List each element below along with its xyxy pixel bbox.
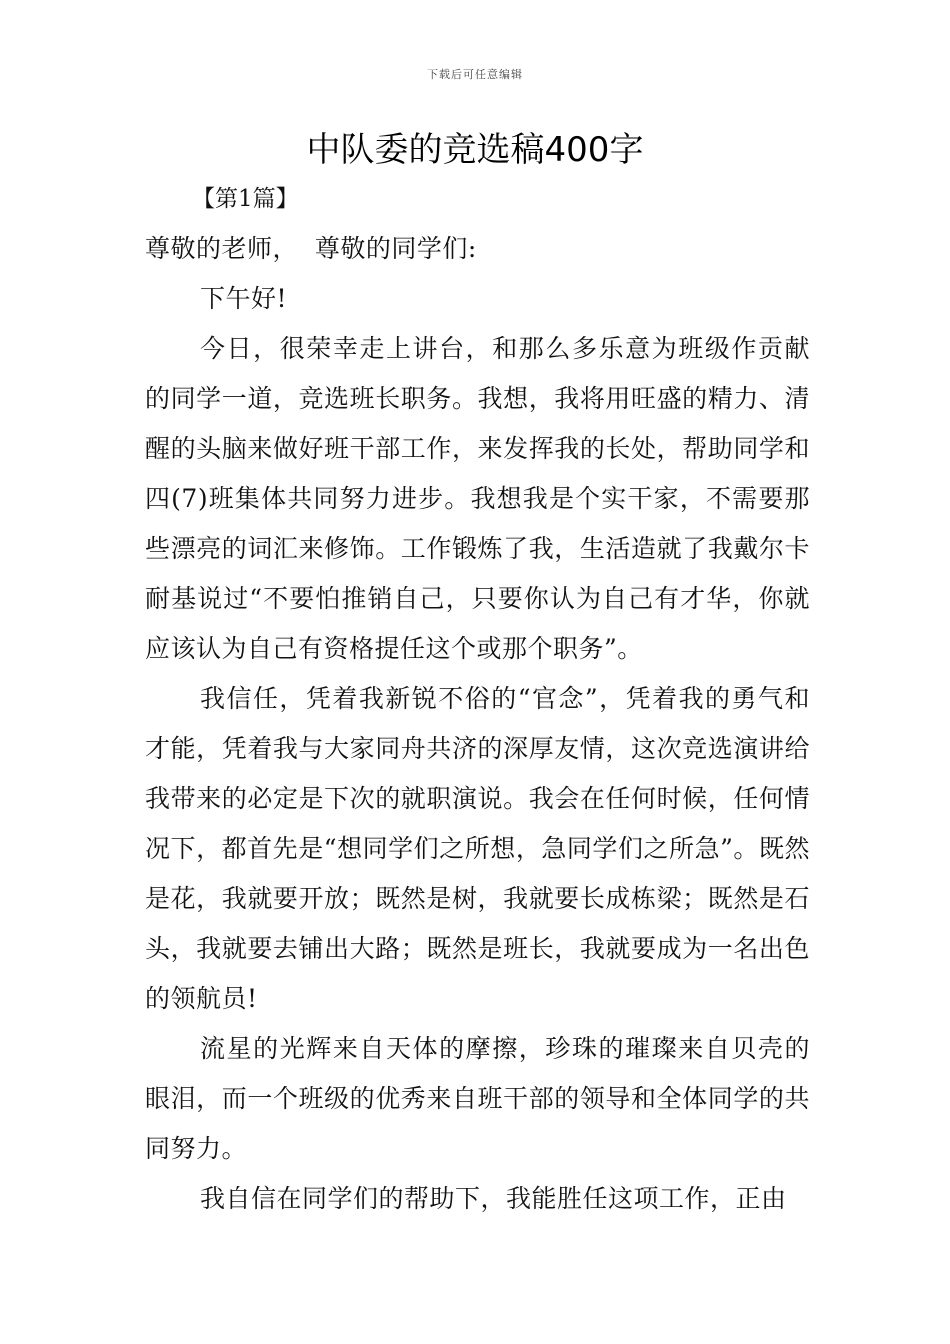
- page-header-note: 下载后可任意编辑: [427, 68, 523, 81]
- paragraph: 我自信在同学们的帮助下，我能胜任这项工作，正由: [200, 1184, 787, 1213]
- greeting: 下午好!: [200, 284, 288, 313]
- paragraph: 我信任，凭着我新锐不俗的“官念”，凭着我的勇气和才能，凭着我与大家同舟共济的深厚友情，这次竞选演讲给我带来的必定是下次的就职演说。我会在任何时候，任何情况下，都首先是“想同学们之所想，急同学们之所急”。既然是花，我就要开放；既然是树，我就要长成栋梁；既然是石头，我就要去铺出大路；既然是班长，我就要成为一名出色的领航员!: [145, 684, 810, 1013]
- section-label: 【第1篇】: [192, 186, 299, 212]
- paragraph: 流星的光辉来自天体的摩擦，珍珠的璀璨来自贝壳的眼泪，而一个班级的优秀来自班干部的领导和全体同学的共同努力。: [145, 1034, 810, 1163]
- document-title: 中队委的竞选稿400字: [306, 130, 644, 170]
- salutation: 尊敬的老师， 尊敬的同学们:: [145, 234, 477, 263]
- paragraph: 今日，很荣幸走上讲台，和那么多乐意为班级作贡献的同学一道，竞选班长职务。我想，我将用旺盛的精力、清醒的头脑来做好班干部工作，来发挥我的长处，帮助同学和四(7)班集体共同努力进步。我想我是个实干家，不需要那些漂亮的词汇来修饰。工作锻炼了我，生活造就了我戴尔卡耐基说过“不要怕推销自己，只要你认为自己有才华，你就应该认为自己有资格提任这个或那个职务”。: [145, 334, 810, 663]
- document-body: [145, 224, 810, 1224]
